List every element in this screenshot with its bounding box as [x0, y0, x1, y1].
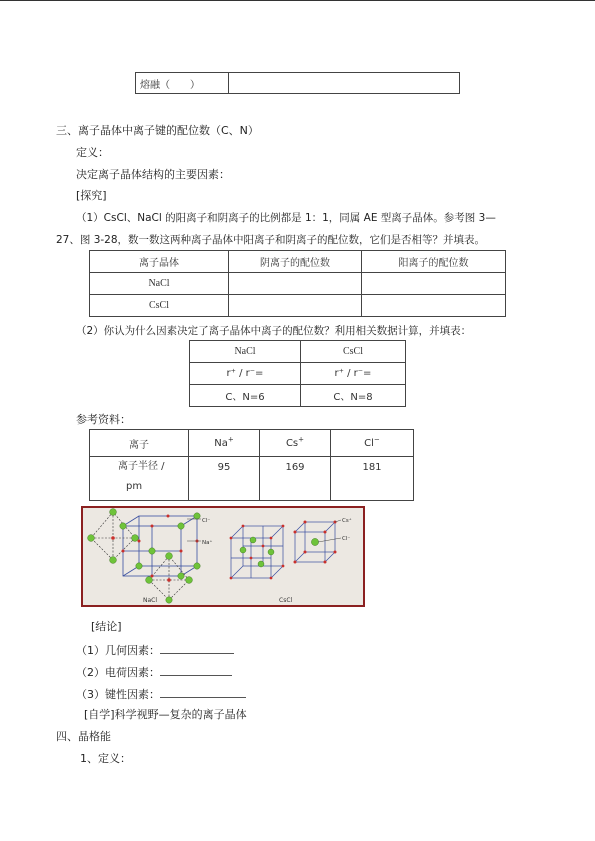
conclusion-geometric	[76, 642, 234, 658]
table2-header-cscl: CsCl	[301, 341, 406, 363]
table3-header-cs	[260, 430, 331, 457]
factors-label: 决定离子晶体结构的主要因素：	[76, 168, 230, 181]
self-study-line: [自学]科学视野—复杂的离子晶体	[84, 708, 247, 721]
table1-cell	[362, 295, 506, 317]
radius-cs: 169	[260, 457, 331, 501]
reference-label: 参考资料：	[76, 413, 131, 426]
conclusion-charge	[76, 664, 232, 680]
page-top-rule	[0, 0, 595, 1]
table2-header-nacl: NaCl	[190, 341, 301, 363]
melting-value	[229, 73, 460, 94]
question1-line1: （1）CsCl、NaCl 的阳离子和阴离子的比例都是 1：1，同属 AE 型离子晶体。参考图 3—	[76, 212, 496, 224]
ion-charge: +	[227, 435, 234, 444]
radius-label-line1: 离子半径 /	[118, 461, 165, 472]
definition-label: 定义：	[76, 146, 109, 159]
table2-ratio-nacl: r⁺ / r⁻=	[190, 363, 301, 385]
table1-cell	[229, 273, 362, 295]
cscl-caption: CsCl	[279, 597, 293, 604]
section4-heading: 四、晶格能	[56, 730, 111, 743]
question1-line2: 27、图 3-28，数一数这两种离子晶体中阳离子和阴离子的配位数，它们是否相等？并填表。	[56, 234, 486, 246]
ion-base: Cs	[285, 437, 299, 449]
conclusion-geometric-label: （1）几何因素：	[76, 644, 160, 657]
table1-row-nacl: NaCl	[90, 273, 229, 295]
legend-cs: Cs⁺	[342, 518, 352, 524]
radius-label-line2: pm	[126, 481, 143, 492]
nacl-caption: NaCl	[143, 597, 158, 604]
lattice-energy-definition: 1、定义：	[80, 752, 131, 765]
radius-na: 95	[189, 457, 260, 501]
conclusion-tag: [结论]	[91, 620, 122, 633]
table2-cn-cscl: C、N=8	[301, 385, 406, 407]
table1-cell	[229, 295, 362, 317]
question2: （2）你认为什么因素决定了离子晶体中离子的配位数？利用相关数据计算，并填表：	[76, 325, 472, 337]
table1-header-crystal: 离子晶体	[90, 251, 229, 273]
ionic-radius-table	[89, 429, 414, 501]
ion-base: Cl	[364, 437, 374, 449]
legend-cl: Cl⁻	[202, 518, 211, 524]
coordination-table	[89, 250, 506, 317]
crystal-structure-svg	[83, 508, 363, 605]
charge-answer-blank[interactable]	[160, 664, 232, 676]
ion-charge: +	[298, 435, 305, 444]
table3-header-cl	[331, 430, 414, 457]
melting-label: 熔融（ ）	[136, 73, 229, 94]
crystal-structure-figure	[81, 506, 365, 607]
legend-na: Na⁺	[202, 540, 213, 546]
section3-heading: 三、离子晶体中离子键的配位数（C、N）	[56, 124, 259, 137]
table1-header-anion: 阴离子的配位数	[229, 251, 362, 273]
table1-header-cation: 阳离子的配位数	[362, 251, 506, 273]
geometric-answer-blank[interactable]	[160, 642, 234, 654]
radius-ratio-table	[189, 340, 406, 407]
conclusion-bond	[76, 686, 246, 702]
ion-base: Na	[214, 437, 228, 449]
explore-tag: [探究]	[76, 189, 107, 202]
melting-table	[135, 72, 460, 94]
table3-header-ion: 离子	[90, 430, 189, 457]
table1-cell	[362, 273, 506, 295]
table2-ratio-cscl: r⁺ / r⁻=	[301, 363, 406, 385]
table1-row-cscl: CsCl	[90, 295, 229, 317]
table2-cn-nacl: C、N=6	[190, 385, 301, 407]
conclusion-bond-label: （3）键性因素：	[76, 688, 160, 701]
table3-header-na	[189, 430, 260, 457]
legend-cl-2: Cl⁻	[342, 536, 351, 542]
conclusion-charge-label: （2）电荷因素：	[76, 666, 160, 679]
table3-row-label	[90, 457, 189, 501]
bond-answer-blank[interactable]	[160, 686, 246, 698]
ion-charge: −	[373, 435, 380, 444]
radius-cl: 181	[331, 457, 414, 501]
